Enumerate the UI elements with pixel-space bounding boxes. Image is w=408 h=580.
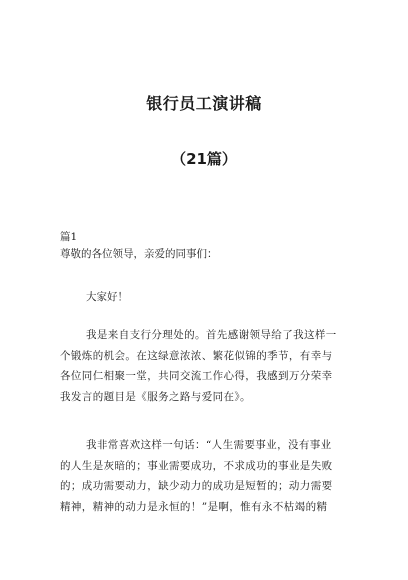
greeting: 大家好！ (86, 291, 128, 303)
paragraph-line: 各位同仁相聚一堂，共同交流工作心得，我感到万分荣幸 (60, 370, 333, 382)
document-subtitle: （21篇） (171, 150, 237, 168)
document-title: 银行员工演讲稿 (146, 94, 262, 113)
paragraph-line: 的人生是灰暗的；事业需要成功，不求成功的事业是失败 (60, 459, 333, 472)
paragraph-line: 的；成功需要动力，缺少动力的成功是短暂的；动力需要 (60, 480, 333, 492)
paragraph-line: 精神，精神的动力是永恒的！”是啊，惟有永不枯竭的精 (60, 500, 328, 513)
paragraph-line: 我是来自支行分理处的。首先感谢领导给了我这样一 (86, 329, 337, 341)
salutation: 尊敬的各位领导，亲爱的同事们： (60, 248, 218, 260)
paragraph-line: 我发言的题目是《服务之路与爱同在》。 (60, 390, 251, 403)
paragraph-line: 我非常喜欢这样一句话：“人生需要事业，没有事业 (86, 439, 332, 451)
paragraph-2 (60, 435, 360, 517)
section-label: 篇1 (60, 231, 78, 243)
paragraph-1 (60, 325, 360, 407)
paragraph-line: 个锻炼的机会。在这绿意浓浓、繁花似锦的季节，有幸与 (60, 349, 333, 362)
